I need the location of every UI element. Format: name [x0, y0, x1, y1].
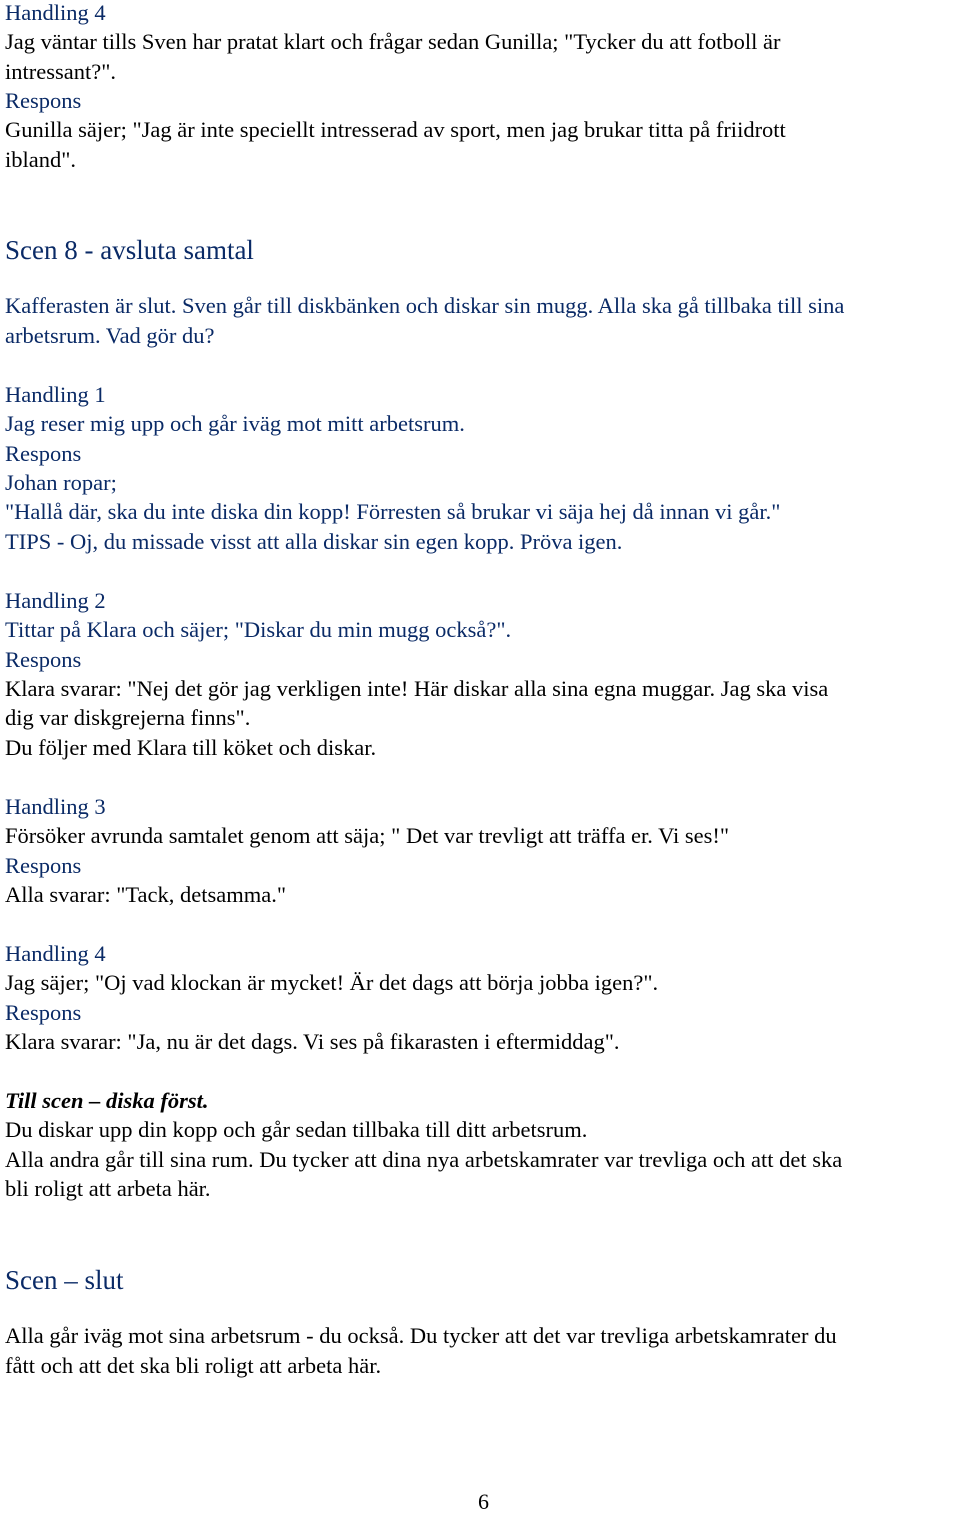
respons-3-label: Respons	[5, 853, 82, 878]
respons-4-text: Klara svarar: "Ja, nu är det dags. Vi ses på fikarasten i eftermiddag".	[5, 1029, 620, 1054]
respons-2-text-cont: dig var diskgrejerna finns".	[5, 705, 251, 730]
respons-text-cont: ibland".	[5, 147, 77, 172]
handling-1-label: Handling 1	[5, 382, 106, 407]
scene-8-heading: Scen 8 - avsluta samtal	[5, 235, 254, 265]
handling-2-label: Handling 2	[5, 588, 106, 613]
till-scen-heading: Till scen – diska först.	[5, 1088, 209, 1113]
respons-3-text: Alla svarar: "Tack, detsamma."	[5, 882, 287, 907]
handling-1-text: Jag reser mig upp och går iväg mot mitt arbetsrum.	[5, 411, 465, 436]
scene-end-heading: Scen – slut	[5, 1265, 124, 1295]
handling-4-text-cont: intressant?".	[5, 59, 117, 84]
till-scen-text: Du diskar upp din kopp och går sedan tillbaka till ditt arbetsrum.	[5, 1117, 588, 1142]
handling-4b-label: Handling 4	[5, 941, 106, 966]
respons-1-label: Respons	[5, 441, 82, 466]
scene-end-text-cont: fått och att det ska bli roligt att arbeta här.	[5, 1353, 382, 1378]
respons-2-text: Klara svarar: "Nej det gör jag verkligen inte! Här diskar alla sina egna muggar. Jag ska visa	[5, 676, 829, 701]
respons-label: Respons	[5, 88, 82, 113]
handling-4b-text: Jag säjer; "Oj vad klockan är mycket! Är det dags att börja jobba igen?".	[5, 970, 659, 995]
handling-2-text: Tittar på Klara och säjer; "Diskar du min mugg också?".	[5, 617, 512, 642]
respons-1-text: Johan ropar;	[5, 470, 117, 495]
scene-8-intro-cont: arbetsrum. Vad gör du?	[5, 323, 215, 348]
till-scen-text-end: bli roligt att arbeta här.	[5, 1176, 211, 1201]
handling-3-text: Försöker avrunda samtalet genom att säja; " Det var trevligt att träffa er. Vi ses!"	[5, 823, 730, 848]
respons-text: Gunilla säjer; "Jag är inte speciellt intresserad av sport, men jag brukar titta på friidrott	[5, 117, 786, 142]
page-number: 6	[478, 1489, 489, 1514]
scene-8-intro: Kafferasten är slut. Sven går till diskbänken och diskar sin mugg. Alla ska gå tillbaka till sina	[5, 293, 845, 318]
handling-4-text: Jag väntar tills Sven har pratat klart och frågar sedan Gunilla; "Tycker du att fotboll är	[5, 29, 781, 54]
respons-4-label: Respons	[5, 1000, 82, 1025]
respons-1-text-cont: "Hallå där, ska du inte diska din kopp! Förresten så brukar vi säja hej då innan vi går."	[5, 499, 781, 524]
respons-1-tips: TIPS - Oj, du missade visst att alla diskar sin egen kopp. Pröva igen.	[5, 529, 623, 554]
handling-4-label: Handling 4	[5, 0, 106, 25]
handling-3-label: Handling 3	[5, 794, 106, 819]
respons-2-label: Respons	[5, 647, 82, 672]
respons-2-text-end: Du följer med Klara till köket och diskar.	[5, 735, 377, 760]
scene-end-text: Alla går iväg mot sina arbetsrum - du också. Du tycker att det var trevliga arbetskamrater du	[5, 1323, 837, 1348]
till-scen-text-cont: Alla andra går till sina rum. Du tycker att dina nya arbetskamrater var trevliga och att det ska	[5, 1147, 843, 1172]
